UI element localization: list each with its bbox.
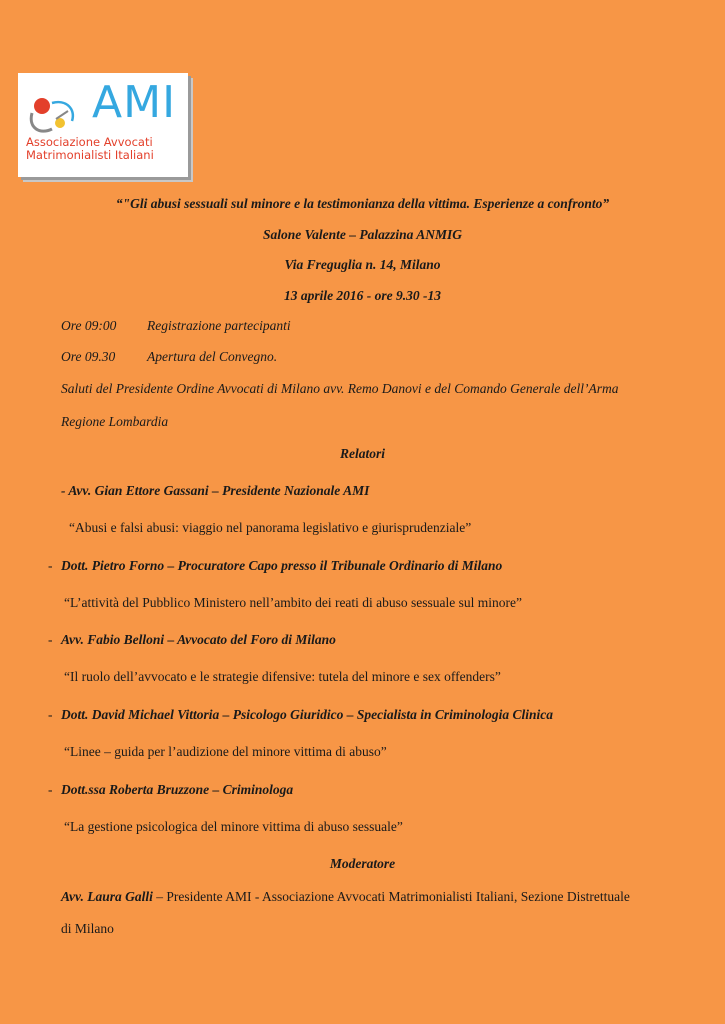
moderator-heading: Moderatore <box>329 856 396 871</box>
speaker-name: Avv. Fabio Belloni – Avvocato del Foro di Milano <box>61 632 336 647</box>
speaker-bullet: - <box>48 782 53 797</box>
moderator-line1 <box>61 888 630 905</box>
moderator-line2: di Milano <box>61 921 114 936</box>
ami-logo <box>18 73 188 177</box>
event-address: Via Freguglia n. 14, Milano <box>284 257 441 272</box>
moderator-name: Avv. Laura Galli <box>61 889 153 904</box>
greetings-line1: Saluti del Presidente Ordine Avvocati di Milano avv. Remo Danovi e del Comando Generale dell’Arma <box>61 381 619 396</box>
logo-title: AMI <box>92 77 177 128</box>
speaker-topic: “Linee – guida per l’audizione del minore vittima di abuso” <box>64 744 387 759</box>
program-time: Ore 09:00 <box>61 318 117 333</box>
logo-subtitle-line2: Matrimonialisti Italiani <box>26 148 154 162</box>
speaker-topic: “Abusi e falsi abusi: viaggio nel panorama legislativo e giurisprudenziale” <box>69 520 472 535</box>
greetings-line2: Regione Lombardia <box>61 414 169 429</box>
program-item <box>61 317 291 334</box>
speaker-name: Dott. David Michael Vittoria – Psicologo Giuridico – Specialista in Criminologia Clinica <box>61 707 554 722</box>
event-venue: Salone Valente – Palazzina ANMIG <box>262 227 463 242</box>
program-item <box>61 348 277 365</box>
speaker-name: Dott. Pietro Forno – Procuratore Capo presso il Tribunale Ordinario di Milano <box>61 558 503 573</box>
event-date-time: 13 aprile 2016 - ore 9.30 -13 <box>283 288 442 303</box>
speaker-topic: “La gestione psicologica del minore vittima di abuso sessuale” <box>64 819 403 834</box>
program-text: Registrazione partecipanti <box>147 318 291 333</box>
speaker-topic: “Il ruolo dell’avvocato e le strategie difensive: tutela del minore e sex offenders” <box>64 669 501 684</box>
logo-subtitle <box>26 136 154 162</box>
speaker-name: Dott.ssa Roberta Bruzzone – Criminologa <box>61 782 294 797</box>
event-title: “"Gli abusi sessuali sul minore e la testimonianza della vittima. Esperienze a confronto” <box>115 196 610 211</box>
speaker-name: - Avv. Gian Ettore Gassani – Presidente Nazionale AMI <box>61 483 370 498</box>
program-text: Apertura del Convegno. <box>147 349 278 364</box>
speaker-bullet: - <box>48 558 53 573</box>
speaker-bullet: - <box>48 707 53 722</box>
speaker-topic: “L’attività del Pubblico Ministero nell’ambito dei reati di abuso sessuale sul minore” <box>64 595 523 610</box>
program-time: Ore 09.30 <box>61 349 116 364</box>
speaker-bullet: - <box>48 632 53 647</box>
logo-subtitle-line1: Associazione Avvocati <box>26 135 153 149</box>
speakers-heading: Relatori <box>339 446 385 461</box>
moderator-role: – Presidente AMI - Associazione Avvocati Matrimonialisti Italiani, Sezione Distrettuale <box>152 889 630 904</box>
